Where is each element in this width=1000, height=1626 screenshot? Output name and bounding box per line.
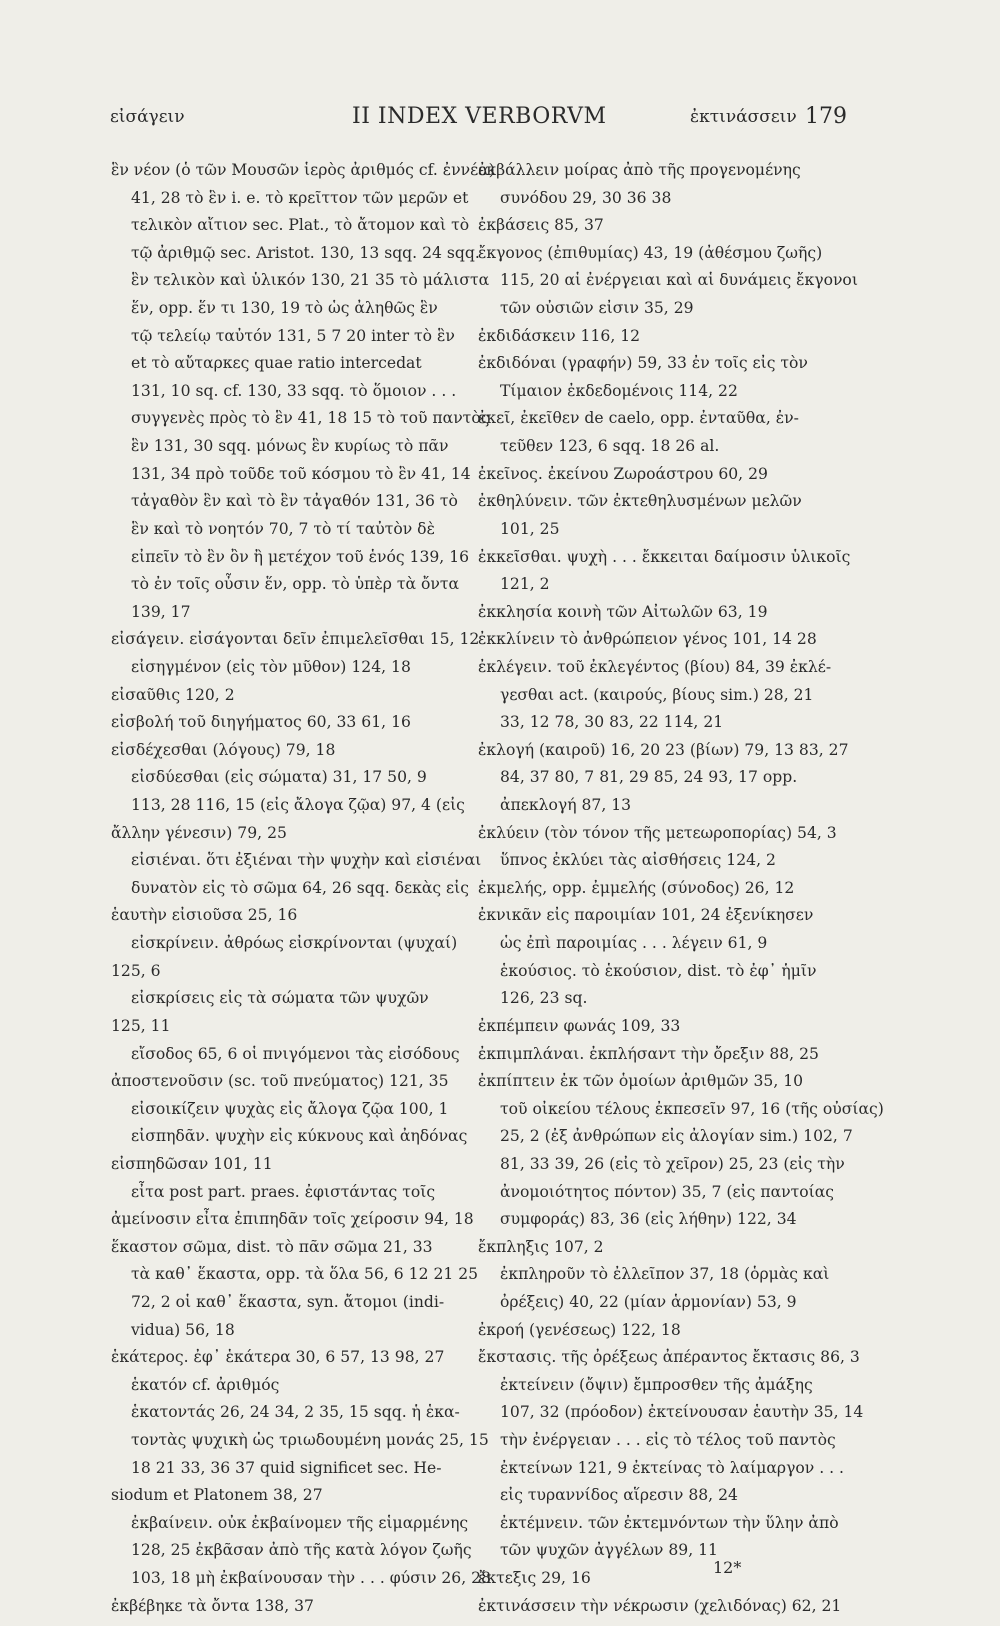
index-line: εἰσηγμένον (εἰς τὸν μῦθον) 124, 18 — [131, 657, 411, 676]
index-line: εἰς τυραννίδος αἵρεσιν 88, 24 — [500, 1486, 738, 1505]
index-line: ἐκκλησία κοινὴ τῶν Αἰτωλῶν 63, 19 — [478, 602, 768, 621]
index-line: 113, 28 116, 15 (εἰς ἄλογα ζῷα) 97, 4 (εἰς — [131, 796, 465, 815]
index-line: 139, 17 — [131, 602, 191, 621]
index-line: ἕν, opp. ἕν τι 130, 19 τὸ ὡς ἀληθῶς ἓν — [131, 299, 438, 318]
index-line: τῷ ἀριθμῷ sec. Aristot. 130, 13 sqq. 24 sqq. — [131, 243, 480, 262]
index-line: εἰσκρίσεις εἰς τὰ σώματα τῶν ψυχῶν — [131, 989, 429, 1008]
index-line: ἀνομοιότητος πόντον) 35, 7 (εἰς παντοίας — [500, 1182, 835, 1201]
index-line: 103, 18 μὴ ἐκβαίνουσαν τὴν . . . φύσιν 26, 28 — [131, 1569, 491, 1588]
index-line: ἔκτεξις 29, 16 — [478, 1569, 591, 1588]
index-line: ἔκστασις. τῆς ὀρέξεως ἀπέραντος ἔκτασις 86, 3 — [478, 1348, 860, 1367]
index-line: vidua) 56, 18 — [131, 1320, 235, 1339]
index-line: 101, 25 — [500, 519, 560, 538]
index-line: Τίμαιον ἐκδεδομένοις 114, 22 — [500, 381, 738, 400]
index-line: ἑκούσιος. τὸ ἑκούσιον, dist. τὸ ἐφ᾿ ἡμῖν — [500, 961, 817, 980]
index-line: 131, 34 πρὸ τοῦδε τοῦ κόσμου τὸ ἓν 41, 14 — [131, 464, 471, 483]
index-line: ἐκθηλύνειν. τῶν ἐκτεθηλυσμένων μελῶν — [478, 492, 802, 511]
running-head-right: ἐκτινάσσειν — [690, 107, 797, 127]
index-line: εἰσβολή τοῦ διηγήματος 60, 33 61, 16 — [111, 713, 411, 732]
index-line: ἐκπίπτειν ἐκ τῶν ὁμοίων ἀριθμῶν 35, 10 — [478, 1072, 804, 1091]
index-line: τὸ ἐν τοῖς οὖσιν ἕν, opp. τὸ ὑπὲρ τὰ ὄντα — [131, 575, 460, 594]
index-line: ἐκνικᾶν εἰς παροιμίαν 101, 24 ἐξενίκησεν — [478, 906, 814, 925]
index-line: ἐκπέμπειν φωνάς 109, 33 — [478, 1016, 681, 1035]
index-line: ὕπνος ἐκλύει τὰς αἰσθήσεις 124, 2 — [500, 851, 776, 870]
index-line: ἀπεκλογή 87, 13 — [500, 796, 632, 815]
index-line: εἰσαῦθις 120, 2 — [111, 685, 235, 704]
index-line: ἐκπιμπλάναι. ἐκπλήσαντ τὴν ὄρεξιν 88, 25 — [478, 1044, 819, 1063]
index-line: ἐκκεῖσθαι. ψυχὴ . . . ἔκκειται δαίμοσιν ὑλικοῖς — [478, 547, 851, 566]
running-head-left: εἰσάγειν — [110, 107, 185, 127]
index-line: ἐκβάλλειν μοίρας ἀπὸ τῆς προγενομένης — [478, 161, 801, 179]
index-line: ἑαυτὴν εἰσιοῦσα 25, 16 — [111, 906, 298, 925]
index-line: 125, 11 — [111, 1016, 171, 1035]
index-line: συνόδου 29, 30 36 38 — [500, 188, 672, 207]
page-number: 179 — [805, 104, 847, 129]
index-line: ἐκδιδόναι (γραφήν) 59, 33 ἐν τοῖς εἰς τὸν — [478, 354, 808, 373]
index-line: συγγενὲς πρὸς τὸ ἓν 41, 18 15 τὸ τοῦ παντὸς — [131, 409, 490, 428]
index-line: τἀγαθὸν ἓν καὶ τὸ ἓν τἀγαθόν 131, 36 τὸ — [131, 492, 458, 511]
index-line: τοῦ οἰκείου τέλους ἐκπεσεῖν 97, 16 (τῆς οὐσίας) — [500, 1099, 884, 1118]
index-line: ἑκατοντάς 26, 24 34, 2 35, 15 sqq. ἡ ἑκα- — [131, 1403, 460, 1422]
index-line: 131, 10 sq. cf. 130, 33 sqq. τὸ ὅμοιον . . . — [131, 381, 457, 400]
index-line: 25, 2 (ἐξ ἀνθρώπων εἰς ἀλογίαν sim.) 102, 7 — [500, 1127, 853, 1146]
index-line: ἐκβέβηκε τὰ ὄντα 138, 37 — [111, 1596, 314, 1615]
index-line: 18 21 33, 36 37 quid significet sec. He- — [131, 1458, 442, 1477]
index-line: 128, 25 ἐκβᾶσαν ἀπὸ τῆς κατὰ λόγον ζωῆς — [131, 1541, 472, 1560]
index-line: ἐκβαίνειν. οὐκ ἐκβαίνομεν τῆς εἱμαρμένης — [131, 1513, 469, 1532]
index-line: ὡς ἐπὶ παροιμίας . . . λέγειν 61, 9 — [500, 934, 768, 953]
index-line: ἐκλογή (καιροῦ) 16, 20 23 (βίων) 79, 13 83, 27 — [478, 740, 849, 759]
signature-mark: 12* — [713, 1558, 742, 1577]
index-line: ἐκλύειν (τὸν τόνον τῆς μετεωροπορίας) 54, 3 — [478, 823, 837, 842]
index-line: ἐκκλίνειν τὸ ἀνθρώπειον γένος 101, 14 28 — [478, 630, 817, 649]
index-line: τῶν ψυχῶν ἀγγέλων 89, 11 — [500, 1541, 718, 1560]
index-line: ὀρέξεις) 40, 22 (μίαν ἁρμονίαν) 53, 9 — [500, 1292, 797, 1311]
index-line: ἐκτινάσσειν τὴν νέκρωσιν (χελιδόνας) 62, 21 — [478, 1596, 842, 1615]
index-line: ἐκπληροῦν τὸ ἐλλεῖπον 37, 18 (ὁρμὰς καὶ — [500, 1265, 830, 1284]
index-line: ἐκεῖνος. ἐκείνου Ζωροάστρου 60, 29 — [478, 464, 768, 483]
page-title: II INDEX VERBORVM — [352, 104, 607, 129]
index-line: ἑκάτερος. ἐφ᾿ ἑκάτερα 30, 6 57, 13 98, 27 — [111, 1348, 445, 1367]
index-line: ἓν νέον (ὁ τῶν Μουσῶν ἱερὸς ἀριθμός cf. ἐννέα) — [111, 161, 495, 179]
index-line: εἴσοδος 65, 6 οἱ πνιγόμενοι τὰς εἰσόδους — [131, 1044, 460, 1063]
index-line: τῶν οὐσιῶν εἰσιν 35, 29 — [500, 299, 694, 318]
index-line: δυνατὸν εἰς τὸ σῶμα 64, 26 sqq. δεκὰς εἰς — [131, 878, 469, 897]
index-line: 81, 33 39, 26 (εἰς τὸ χεῖρον) 25, 23 (εἰς τὴν — [500, 1154, 845, 1173]
index-line: ἐκτέμνειν. τῶν ἐκτεμνόντων τὴν ὕλην ἀπὸ — [500, 1513, 839, 1532]
index-line: εἰσπηδᾶν. ψυχὴν εἰς κύκνους καὶ ἀηδόνας — [131, 1127, 468, 1146]
index-column-left — [111, 157, 495, 1620]
index-line: 125, 6 — [111, 961, 161, 980]
index-line: ἕκαστον σῶμα, dist. τὸ πᾶν σῶμα 21, 33 — [111, 1237, 433, 1256]
index-line: εἰσδέχεσθαι (λόγους) 79, 18 — [111, 740, 336, 759]
index-line: siodum et Platonem 38, 27 — [111, 1486, 323, 1505]
index-line: 107, 32 (πρόοδον) ἐκτείνουσαν ἑαυτὴν 35, 14 — [500, 1403, 864, 1422]
index-line: ἐκβάσεις 85, 37 — [478, 216, 604, 235]
index-line: εἰσοικίζειν ψυχὰς εἰς ἄλογα ζῷα 100, 1 — [131, 1099, 449, 1118]
index-line: ἀμείνοσιν εἶτα ἐπιπηδᾶν τοῖς χείροσιν 94, 18 — [111, 1210, 474, 1229]
index-line: εἰσπηδῶσαν 101, 11 — [111, 1154, 273, 1173]
index-line: εἰσδύεσθαι (εἰς σώματα) 31, 17 50, 9 — [131, 768, 427, 787]
index-line: ἓν 131, 30 sqq. μόνως ἓν κυρίως τὸ πᾶν — [131, 437, 449, 456]
index-line: τὰ καθ᾿ ἕκαστα, opp. τὰ ὅλα 56, 6 12 21 25 — [131, 1265, 479, 1284]
index-line: ἔκγονος (ἐπιθυμίας) 43, 19 (ἀθέσμου ζωῆς) — [478, 243, 823, 262]
index-line: ἓν καὶ τὸ νοητόν 70, 7 τὸ τί ταὐτὸν δὲ — [131, 519, 435, 538]
index-line: ἑκατόν cf. ἀριθμός — [131, 1375, 280, 1394]
index-line: ἓν τελικὸν καὶ ὑλικόν 130, 21 35 τὸ μάλιστα — [131, 271, 490, 290]
index-line: τῷ τελείῳ ταὐτόν 131, 5 7 20 inter τὸ ἓν — [131, 326, 455, 345]
index-line: ἐκροή (γενέσεως) 122, 18 — [478, 1320, 681, 1339]
index-line: εἶτα post part. praes. ἐφιστάντας τοῖς — [131, 1182, 436, 1201]
index-line: εἰσκρίνειν. ἀθρόως εἰσκρίνονται (ψυχαί) — [131, 934, 458, 953]
index-line: συμφοράς) 83, 36 (εἰς λήθην) 122, 34 — [500, 1210, 797, 1229]
index-line: 121, 2 — [500, 575, 550, 594]
index-line: τεῦθεν 123, 6 sqq. 18 26 al. — [500, 437, 720, 456]
index-line: ἐκμελής, opp. ἐμμελής (σύνοδος) 26, 12 — [478, 878, 795, 897]
index-line: ἐκεῖ, ἐκεῖθεν de caelo, opp. ἐνταῦθα, ἐν- — [478, 409, 799, 428]
index-line: ἐκτείνειν (ὄψιν) ἔμπροσθεν τῆς ἀμάξης — [500, 1375, 813, 1394]
index-line: ἐκδιδάσκειν 116, 12 — [478, 326, 641, 345]
index-line: ἄλλην γένεσιν) 79, 25 — [111, 823, 287, 842]
index-line: 41, 28 τὸ ἓν i. e. τὸ κρεῖττον τῶν μερῶν et — [131, 188, 469, 207]
index-line: 126, 23 sq. — [500, 989, 588, 1008]
index-line: εἰσιέναι. ὅτι ἐξιέναι τὴν ψυχὴν καὶ εἰσιέναι — [131, 851, 482, 870]
index-line: 33, 12 78, 30 83, 22 114, 21 — [500, 713, 724, 732]
index-line: εἰσάγειν. εἰσάγονται δεῖν ἐπιμελεῖσθαι 15, 12 — [111, 630, 480, 649]
index-line: ἐκλέγειν. τοῦ ἐκλεγέντος (βίου) 84, 39 ἐκλέ- — [478, 657, 832, 676]
index-line: τελικὸν αἴτιον sec. Plat., τὸ ἄτομον καὶ τὸ — [131, 216, 470, 235]
index-line: ἀποστενοῦσιν (sc. τοῦ πνεύματος) 121, 35 — [111, 1072, 449, 1091]
index-line: τοντὰς ψυχικὴ ὡς τριωδουμένη μονάς 25, 15 — [131, 1431, 489, 1450]
index-line: ἐκτείνων 121, 9 ἐκτείνας τὸ λαίμαργον . . . — [500, 1458, 845, 1477]
index-line: 72, 2 οἱ καθ᾿ ἕκαστα, syn. ἄτομοι (indi- — [131, 1292, 445, 1311]
index-line: ἔκπληξις 107, 2 — [478, 1237, 604, 1256]
index-line: εἰπεῖν τὸ ἓν ὂν ἢ μετέχον τοῦ ἑνός 139, 16 — [131, 547, 470, 566]
index-line: et τὸ αὔταρκες quae ratio intercedat — [131, 354, 422, 373]
index-line: 115, 20 αἱ ἐνέργειαι καὶ αἱ δυνάμεις ἔκγονοι — [500, 271, 858, 290]
index-line: γεσθαι act. (καιρούς, βίους sim.) 28, 21 — [500, 685, 814, 704]
index-line: 84, 37 80, 7 81, 29 85, 24 93, 17 opp. — [500, 768, 798, 787]
index-column-right — [478, 157, 884, 1620]
index-line: τὴν ἐνέργειαν . . . εἰς τὸ τέλος τοῦ παντὸς — [500, 1431, 836, 1450]
